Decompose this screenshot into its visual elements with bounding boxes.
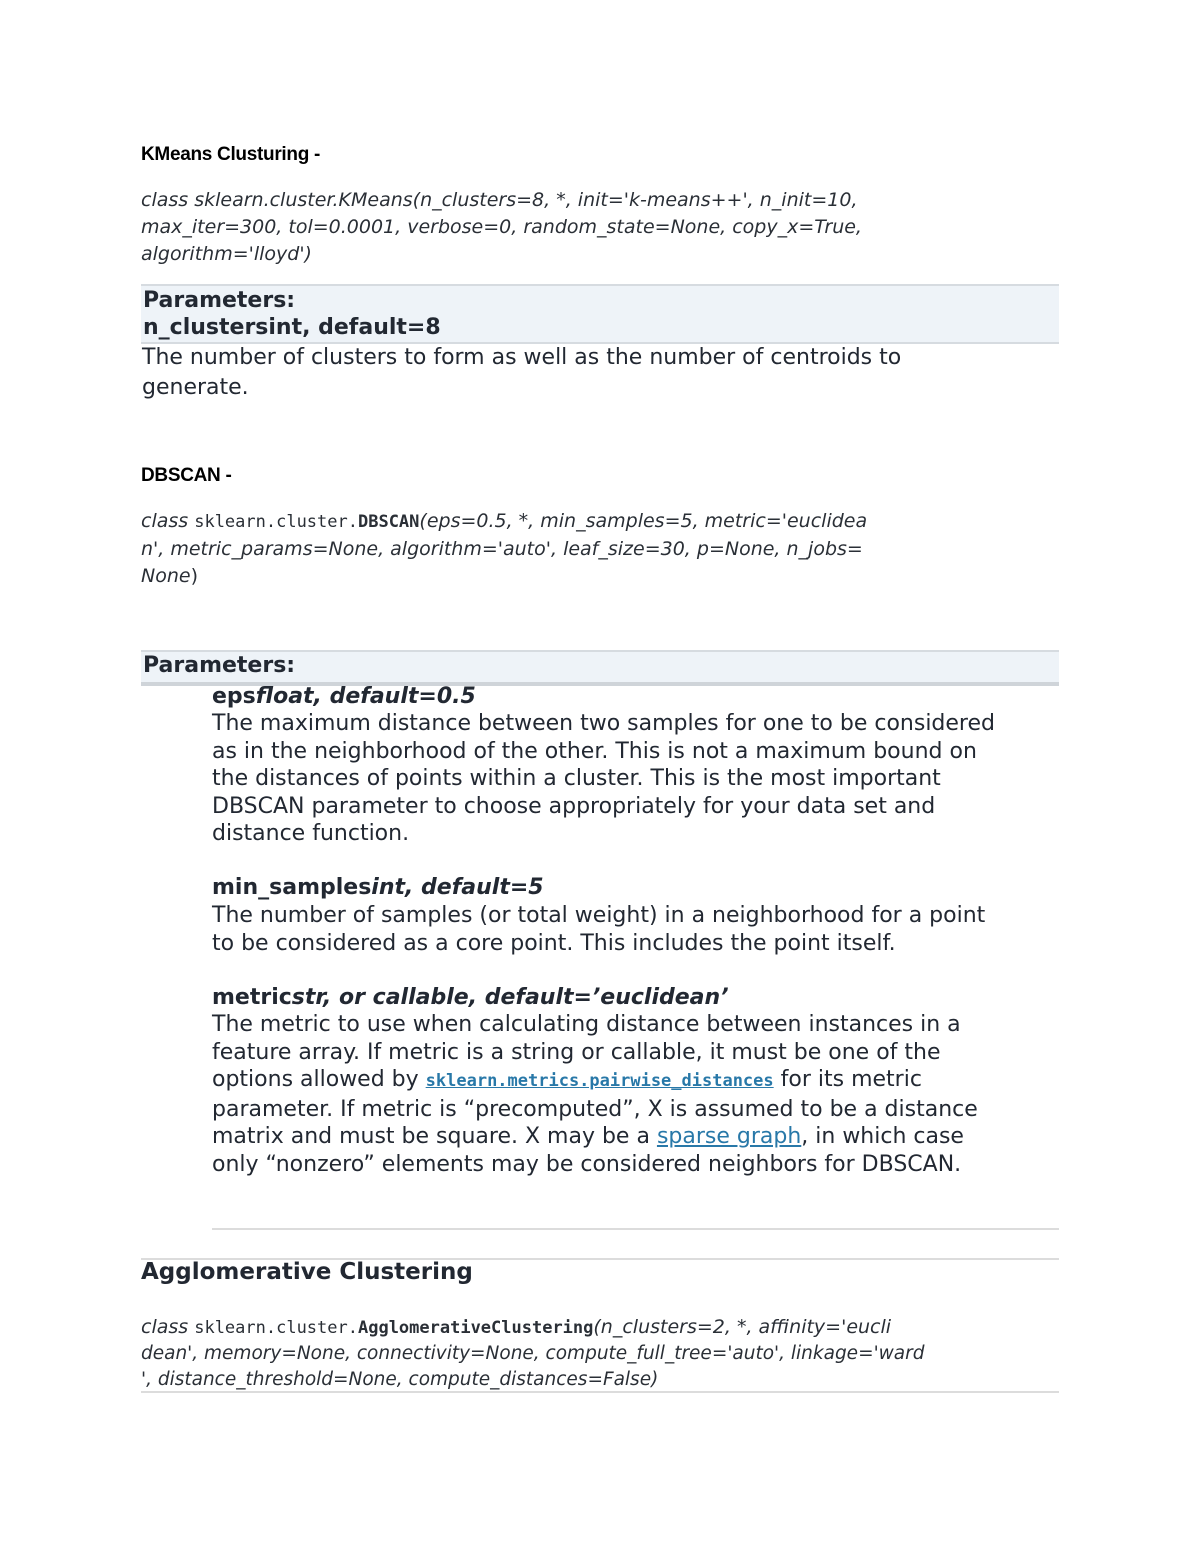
kmeans-signature (141, 187, 1061, 268)
kmeans-signature-line: algorithm='lloyd') (141, 243, 312, 265)
description-line: DBSCAN parameter to choose appropriately for your data set and (212, 793, 936, 819)
agglomerative-signature (141, 1314, 1071, 1393)
dbscan-min-samples-description (212, 902, 1072, 957)
param-type: str, or callable, default (291, 985, 574, 1010)
class-keyword: class (141, 1316, 195, 1338)
description-line: feature array. If metric is a string or callable, it must be one of the (212, 1039, 941, 1065)
description-line: the distances of points within a cluster. This is the most important (212, 766, 941, 791)
description-line: The number of samples (or total weight) in a neighborhood for a point (212, 903, 986, 928)
description-line (212, 1123, 1082, 1151)
divider (212, 1228, 1059, 1230)
description-line: The number of clusters to form as well as the number of centroids to (142, 345, 902, 370)
class-keyword: class (141, 510, 195, 532)
dbscan-heading: DBSCAN - (141, 465, 232, 486)
signature-args: (eps=0.5, *, min_samples=5, metric='euclidea (419, 510, 868, 532)
param-default: =’euclidean’ (573, 985, 729, 1010)
description-line: parameter. If metric is “precomputed”, X is assumed to be a distance (212, 1096, 978, 1122)
module-path: sklearn.cluster. (194, 1318, 358, 1338)
agglomerative-signature-line: dean', memory=None, connectivity=None, compute_full_tree='auto', linkage='ward (141, 1343, 925, 1364)
dbscan-param-min-samples (212, 874, 544, 902)
kmeans-signature-line: class sklearn.cluster.KMeans(n_clusters=8, *, init='k-means++', n_init=10, (141, 189, 858, 211)
kmeans-signature-line: max_iter=300, tol=0.0001, verbose=0, random_state=None, copy_x=True, (141, 216, 862, 238)
param-name: min_samples (212, 875, 372, 900)
description-text: for its metric (773, 1067, 922, 1092)
kmeans-param-description (142, 343, 1062, 403)
sparse-graph-link[interactable]: sparse graph (656, 1124, 802, 1149)
dbscan-eps-description (212, 710, 1072, 848)
dbscan-param-eps (212, 683, 476, 711)
dbscan-signature-line (141, 563, 1071, 590)
dbscan-metric-description (212, 1011, 1082, 1178)
description-text: matrix and must be square. X may be a (212, 1124, 657, 1149)
kmeans-heading: KMeans Clusturing - (141, 144, 321, 165)
module-path: sklearn.cluster. (194, 512, 358, 532)
description-line: as in the neighborhood of the other. This is not a maximum bound on (212, 738, 977, 764)
pairwise-distances-link[interactable]: sklearn.metrics.pairwise_distances (425, 1071, 774, 1091)
description-line: The maximum distance between two samples for one to be considered (212, 711, 995, 736)
description-line: distance function. (212, 821, 410, 846)
dbscan-signature-line (141, 508, 1071, 536)
description-line: The metric to use when calculating distance between instances in a (212, 1012, 961, 1037)
param-type: int, default (371, 875, 510, 900)
dbscan-param-metric (212, 984, 729, 1012)
description-line: to be considered as a core point. This includes the point itself. (212, 930, 896, 956)
param-name: eps (212, 684, 256, 709)
signature-args: (n_clusters=2, *, affinity='eucli (593, 1316, 892, 1338)
dbscan-parameters-title: Parameters: (143, 653, 296, 678)
signature-args: None (141, 565, 191, 587)
agglomerative-heading: Agglomerative Clustering (141, 1259, 473, 1285)
class-name: DBSCAN (357, 512, 420, 532)
description-line (212, 1066, 1082, 1096)
param-type: float, default (255, 684, 419, 709)
description-line: generate. (142, 375, 249, 400)
param-name: metric (212, 985, 292, 1010)
description-text: , in which case (801, 1124, 964, 1149)
kmeans-parameters-title: Parameters: (143, 288, 296, 313)
signature-close: ) (190, 565, 198, 587)
agglomerative-signature-line: ', distance_threshold=None, compute_distances=False) (141, 1369, 659, 1390)
divider (141, 1391, 1059, 1393)
agglomerative-signature-line (141, 1314, 1071, 1341)
param-default: =5 (509, 875, 544, 900)
kmeans-param-n-clusters: n_clustersint, default=8 (143, 315, 441, 340)
description-text: options allowed by (212, 1067, 426, 1092)
class-name: AgglomerativeClustering (357, 1318, 594, 1338)
dbscan-signature (141, 508, 1071, 590)
description-line: only “nonzero” elements may be considered neighbors for DBSCAN. (212, 1151, 962, 1177)
param-default: =0.5 (418, 684, 476, 709)
dbscan-signature-line: n', metric_params=None, algorithm='auto', leaf_size=30, p=None, n_jobs= (141, 538, 863, 560)
